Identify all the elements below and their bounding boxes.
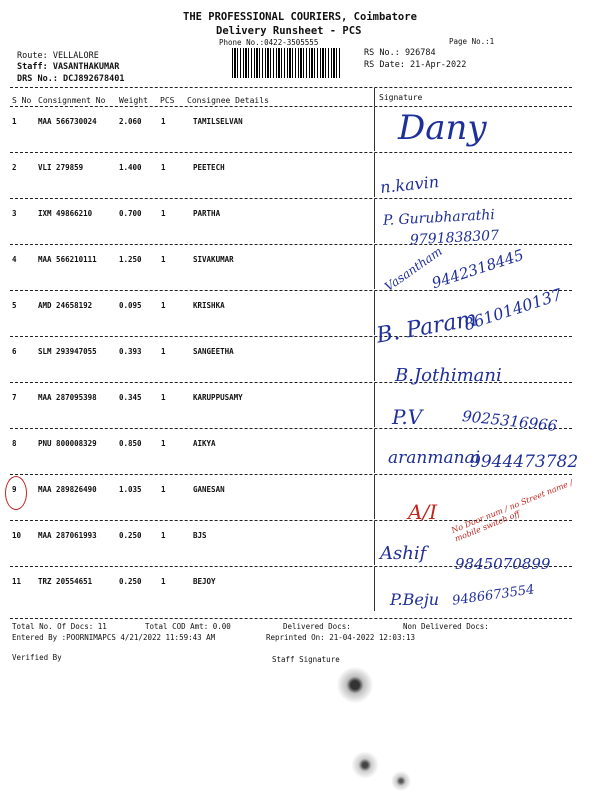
signature-7: P.V — [392, 405, 423, 429]
row-signature-divider — [374, 567, 375, 611]
row-consignee: SANGEETHA — [193, 347, 234, 356]
row-pcs: 1 — [161, 301, 166, 310]
row-sno: 6 — [12, 347, 17, 356]
company-title: THE PROFESSIONAL COURIERS, Coimbatore — [183, 11, 417, 23]
row-consignee: BEJOY — [193, 577, 216, 586]
row-consignee: BJS — [193, 531, 207, 540]
row-weight: 1.400 — [119, 163, 142, 172]
signature-9: A/I — [408, 500, 438, 524]
header-top-rule — [10, 87, 572, 88]
row-weight: 0.850 — [119, 439, 142, 448]
row-consignment-no: MAA 566730024 — [38, 117, 97, 126]
signature-11: P.Beju — [390, 590, 440, 609]
row-consignment-no: VLI 279859 — [38, 163, 84, 172]
row-pcs: 1 — [161, 439, 166, 448]
signature-5: B. Param — [374, 306, 479, 349]
rs-number: RS No.: 926784 — [364, 48, 436, 58]
col-consignee: Consignee Details — [187, 96, 269, 105]
row-signature-divider — [374, 337, 375, 381]
row-weight: 0.700 — [119, 209, 142, 218]
row-consignment-no: MAA 289826490 — [38, 485, 97, 494]
rs-date: RS Date: 21-Apr-2022 — [364, 60, 467, 70]
signature-1: Dany — [398, 108, 487, 148]
barcode — [232, 48, 342, 78]
row-pcs: 1 — [161, 117, 166, 126]
col-sno: S No — [12, 96, 32, 105]
row-sno: 9 — [12, 485, 17, 494]
row-consignment-no: TRZ 20554651 — [38, 577, 93, 586]
row-separator — [10, 198, 572, 199]
delivered-docs: Delivered Docs: — [283, 622, 351, 631]
signature-4-phone: 9442318445 — [429, 245, 526, 293]
row-pcs: 1 — [161, 485, 166, 494]
reprinted-on: Reprinted On: 21-04-2022 12:03:13 — [266, 633, 416, 642]
row-signature-divider — [374, 107, 375, 151]
drs-number: DRS No.: DCJ892678401 — [17, 74, 125, 84]
col-consignment: Consignment No — [38, 96, 106, 105]
row-signature-divider — [374, 521, 375, 565]
row-sno: 1 — [12, 117, 17, 126]
row-signature-divider — [374, 153, 375, 197]
row-consignment-no: MAA 566210111 — [38, 255, 97, 264]
row-weight: 0.250 — [119, 577, 142, 586]
col-pcs: PCS — [160, 96, 175, 105]
row-sno: 11 — [12, 577, 22, 586]
signature-3: P. Gurubharathi — [382, 207, 496, 229]
signature-10-phone: 9845070899 — [455, 555, 551, 573]
row-consignee: SIVAKUMAR — [193, 255, 234, 264]
col-signature: Signature — [379, 93, 423, 102]
row-pcs: 1 — [161, 163, 166, 172]
row-weight: 0.095 — [119, 301, 142, 310]
row-separator — [10, 290, 572, 291]
row-weight: 0.250 — [119, 531, 142, 540]
row-consignment-no: MAA 287061993 — [38, 531, 97, 540]
row-consignment-no: PNU 800008329 — [38, 439, 97, 448]
row-weight: 0.345 — [119, 393, 142, 402]
row-sno: 2 — [12, 163, 17, 172]
row-separator — [10, 474, 572, 475]
row-pcs: 1 — [161, 393, 166, 402]
row-signature-divider — [374, 475, 375, 519]
col-weight: Weight — [119, 96, 148, 105]
signature-column-divider — [374, 88, 375, 106]
scan-smudge — [390, 770, 412, 792]
row-pcs: 1 — [161, 531, 166, 540]
row-pcs: 1 — [161, 255, 166, 264]
row-consignee: KRISHKA — [193, 301, 225, 310]
row-sno: 10 — [12, 531, 22, 540]
row-separator — [10, 336, 572, 337]
row-consignee: PEETECH — [193, 163, 225, 172]
row-weight: 1.250 — [119, 255, 142, 264]
signature-8: aranmanai — [388, 448, 481, 468]
row-9-circle-mark — [5, 476, 27, 510]
row-consignee: TAMILSELVAN — [193, 117, 243, 126]
row-signature-divider — [374, 199, 375, 243]
signature-9-note: No Door num / no Street name / mobile switch off — [450, 477, 575, 544]
row-weight: 0.393 — [119, 347, 142, 356]
phone-number: Phone No.:0422-3505555 — [219, 38, 319, 47]
row-pcs: 1 — [161, 209, 166, 218]
signature-3-phone: 9791838307 — [409, 227, 500, 249]
row-consignment-no: IXM 49866210 — [38, 209, 93, 218]
row-consignment-no: SLM 293947055 — [38, 347, 97, 356]
row-separator — [10, 428, 572, 429]
total-docs: Total No. Of Docs: 11 — [12, 622, 107, 631]
signature-10: Ashif — [380, 543, 427, 564]
total-cod: Total COD Amt: 0.00 — [145, 622, 231, 631]
verified-by: Verified By — [12, 653, 62, 662]
staff-signature: Staff Signature — [272, 655, 340, 664]
signature-6: B.Jothimani — [395, 365, 502, 386]
row-sno: 5 — [12, 301, 17, 310]
row-sno: 4 — [12, 255, 17, 264]
entered-by: Entered By :POORNIMAPCS 4/21/2022 11:59:43 AM — [12, 633, 216, 642]
row-pcs: 1 — [161, 577, 166, 586]
row-sno: 3 — [12, 209, 17, 218]
signature-7-phone: 9025316966 — [461, 407, 559, 435]
row-weight: 2.060 — [119, 117, 142, 126]
row-consignee: KARUPPUSAMY — [193, 393, 243, 402]
scan-smudge — [335, 665, 375, 705]
row-pcs: 1 — [161, 347, 166, 356]
scan-smudge — [350, 750, 380, 780]
page-number: Page No.:1 — [449, 37, 495, 46]
route: Route: VELLALORE — [17, 51, 99, 61]
header-bottom-rule — [10, 106, 572, 107]
row-sno: 7 — [12, 393, 17, 402]
row-separator — [10, 152, 572, 153]
signature-11-phone: 9486673554 — [451, 582, 536, 609]
row-signature-divider — [374, 429, 375, 473]
footer-rule — [10, 618, 572, 619]
row-consignee: GANESAN — [193, 485, 225, 494]
row-consignment-no: MAA 287095398 — [38, 393, 97, 402]
signature-4: Vasantham — [382, 244, 445, 294]
signature-5-phone: 8610140137 — [461, 284, 565, 335]
row-signature-divider — [374, 383, 375, 427]
row-weight: 1.035 — [119, 485, 142, 494]
signature-8-phone: 9944473782 — [470, 452, 579, 472]
staff-name: Staff: VASANTHAKUMAR — [17, 62, 120, 72]
row-consignment-no: AMD 24658192 — [38, 301, 93, 310]
row-sno: 8 — [12, 439, 17, 448]
row-consignee: AIKYA — [193, 439, 216, 448]
non-delivered-docs: Non Delivered Docs: — [403, 622, 489, 631]
row-signature-divider — [374, 245, 375, 289]
sheet-title: Delivery Runsheet - PCS — [216, 25, 362, 37]
signature-2: n.kavin — [379, 171, 440, 198]
row-consignee: PARTHA — [193, 209, 221, 218]
